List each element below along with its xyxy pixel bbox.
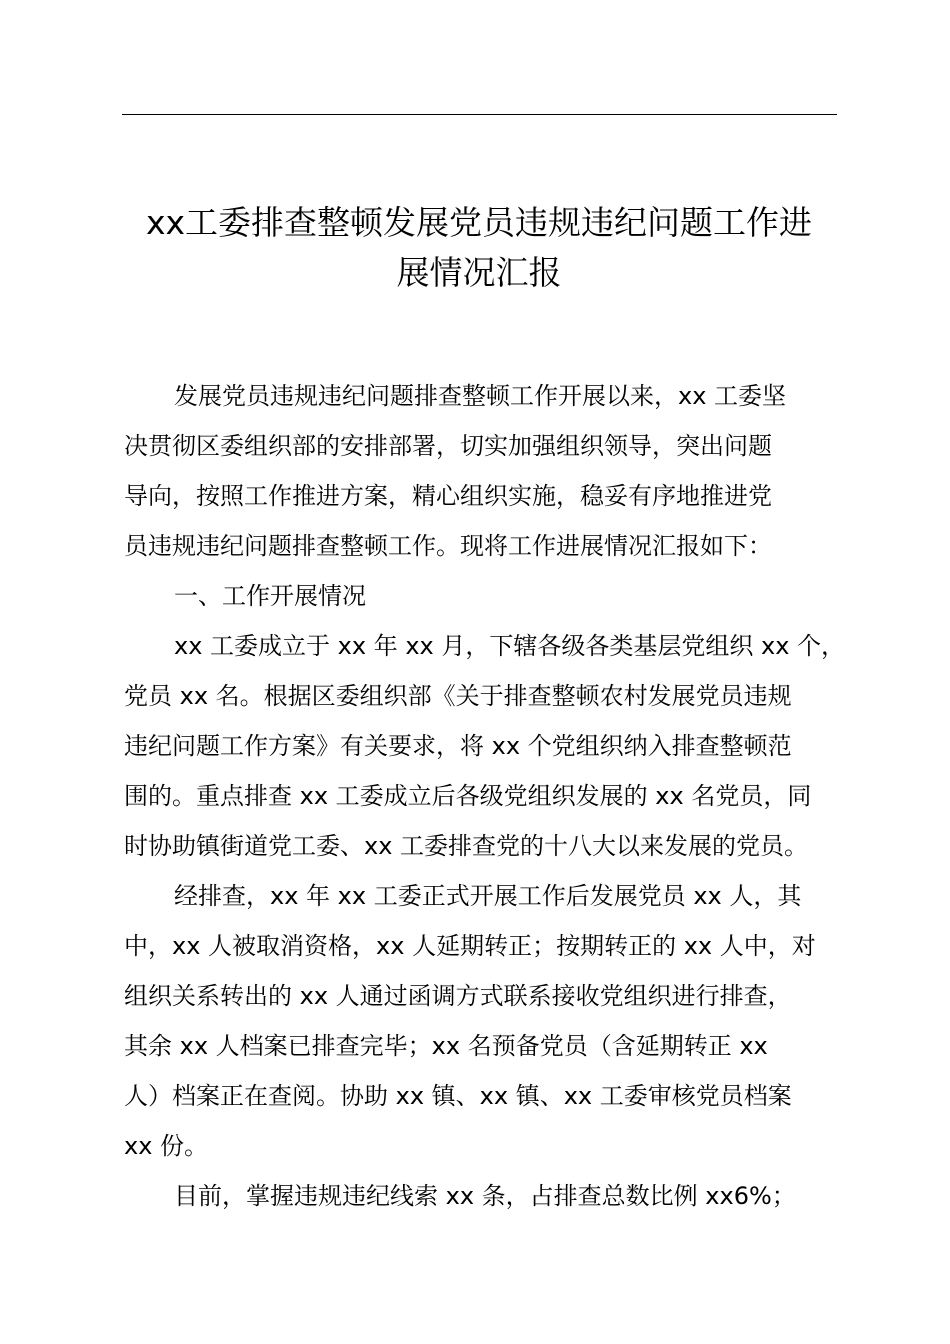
paragraph-line: xx 工委成立于 xx 年 xx 月，下辖各级各类基层党组织 xx 个， — [174, 632, 846, 660]
paragraph-line: 人）档案正在查阅。协助 xx 镇、xx 镇、xx 工委审核党员档案 — [124, 1082, 792, 1110]
header-rule — [122, 114, 837, 115]
paragraph-line: 经排查，xx 年 xx 工委正式开展工作后发展党员 xx 人，其 — [174, 882, 802, 910]
paragraph-line: 违纪问题工作方案》有关要求，将 xx 个党组织纳入排查整顿范 — [124, 732, 792, 760]
paragraph-line: 其余 xx 人档案已排查完毕；xx 名预备党员（含延期转正 xx — [124, 1032, 768, 1060]
paragraph-line: 中，xx 人被取消资格，xx 人延期转正；按期转正的 xx 人中，对 — [124, 932, 816, 960]
paragraph-line: 目前，掌握违规违纪线索 xx 条，占排查总数比例 xx6%； — [174, 1182, 796, 1210]
paragraph-line: 发展党员违规违纪问题排查整顿工作开展以来，xx 工委坚 — [174, 382, 787, 410]
paragraph-line: 党员 xx 名。根据区委组织部《关于排查整顿农村发展党员违规 — [124, 682, 792, 710]
title-line-1: xx工委排查整顿发展党员违规违纪问题工作进 — [145, 203, 813, 242]
document-body — [124, 371, 844, 1221]
paragraph-line: 导向，按照工作推进方案，精心组织实施，稳妥有序地推进党 — [124, 482, 772, 510]
paragraph-line: 围的。重点排查 xx 工委成立后各级党组织发展的 xx 名党员，同 — [124, 782, 812, 810]
document-title — [118, 198, 840, 298]
section-heading: 一、工作开展情况 — [174, 582, 366, 610]
paragraph-line: 决贯彻区委组织部的安排部署，切实加强组织领导，突出问题 — [124, 432, 772, 460]
title-line-2: 展情况汇报 — [396, 253, 562, 292]
paragraph-line: xx 份。 — [124, 1132, 209, 1160]
paragraph-line: 组织关系转出的 xx 人通过函调方式联系接收党组织进行排查， — [124, 982, 792, 1010]
paragraph-line: 员违规违纪问题排查整顿工作。现将工作进展情况汇报如下： — [124, 532, 772, 560]
paragraph-line: 时协助镇街道党工委、xx 工委排查党的十八大以来发展的党员。 — [124, 832, 809, 860]
